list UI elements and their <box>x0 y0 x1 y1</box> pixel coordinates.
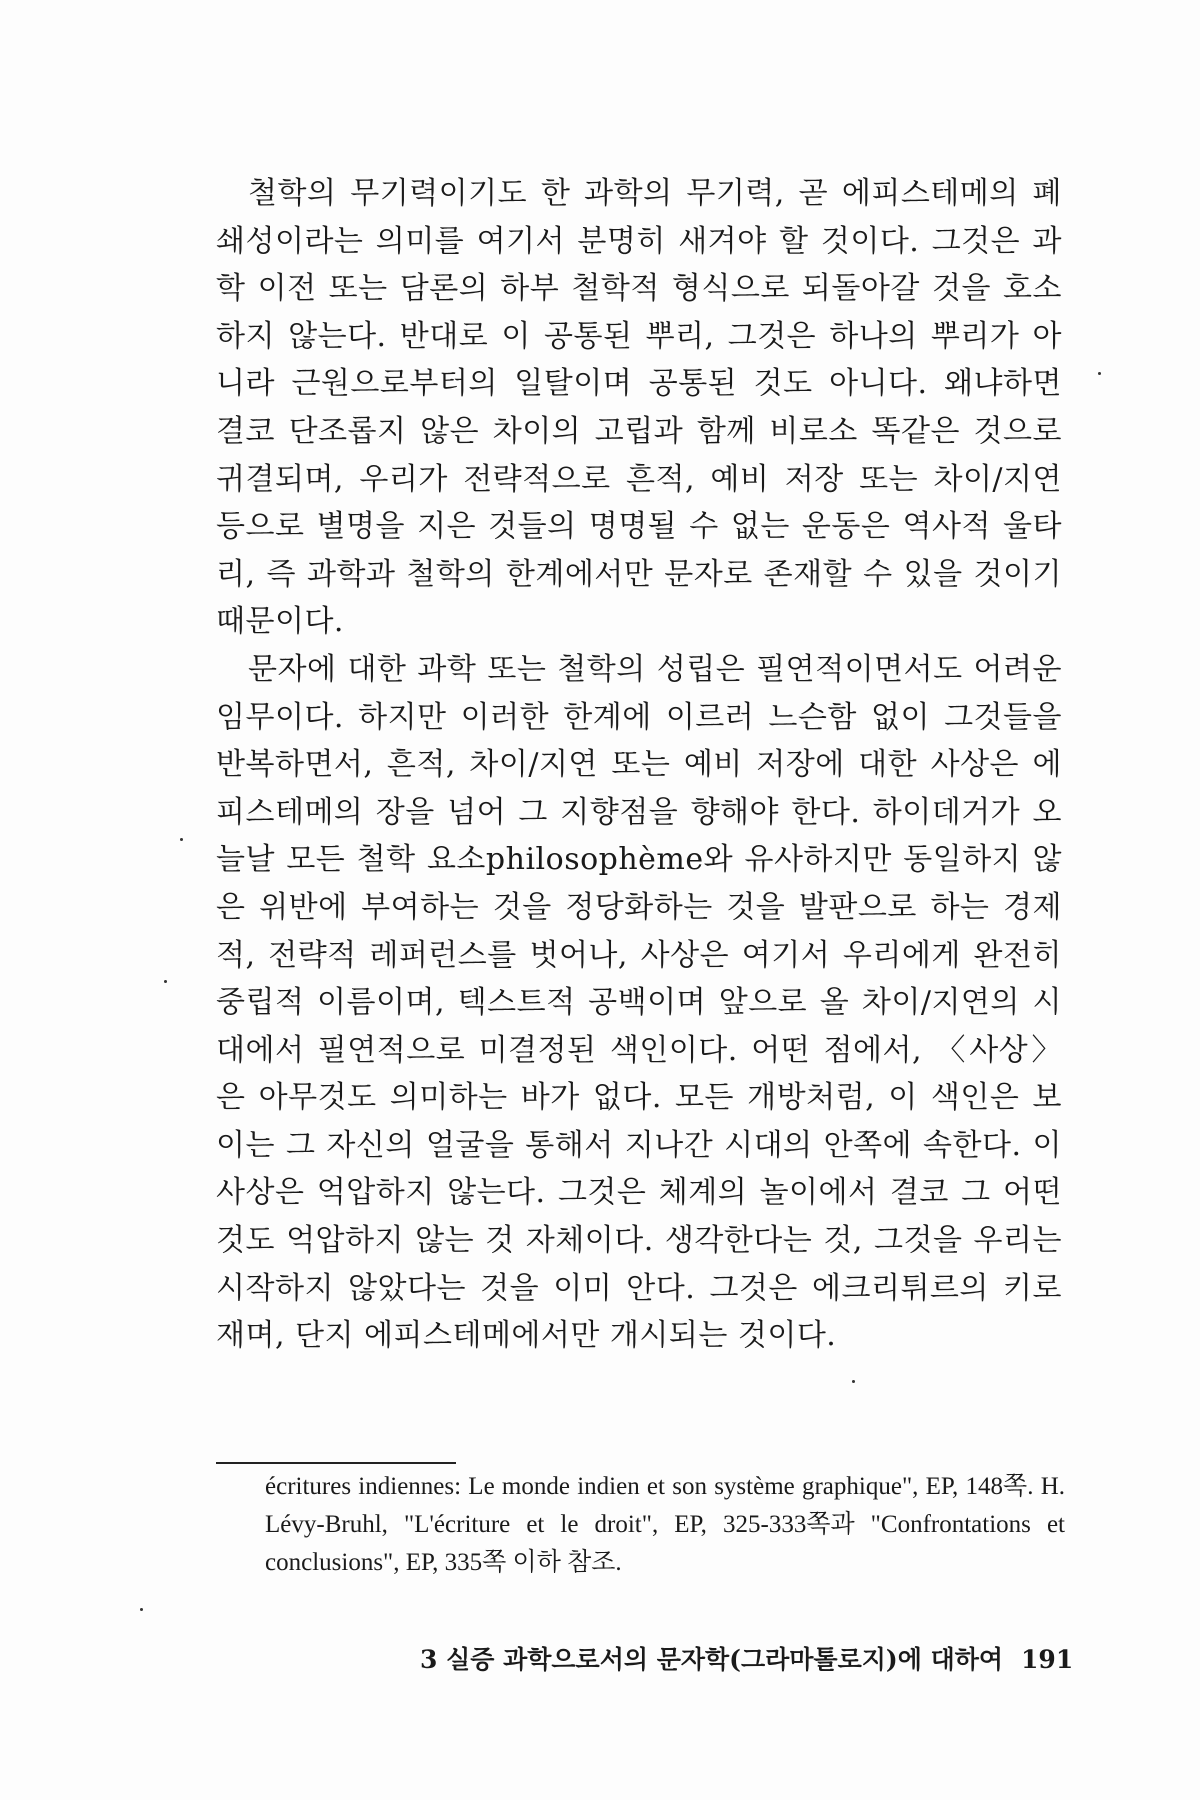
running-footer <box>420 1640 1074 1676</box>
paragraph-1: 철학의 무기력이기도 한 과학의 무기력, 곧 에피스테메의 폐쇄성이라는 의미를 여기서 분명히 새겨야 할 것이다. 그것은 과학 이전 또는 담론의 하부 철학적 형식으로 되돌아갈 것을 호소하지 않는다. 반대로 이 공통된 뿌리, 그것은 하나의 뿌리가 아니라 근원으로부터의 일탈이며 공통된 것도 아니다. 왜냐하면 결코 단조롭지 않은 차이의 고립과 함께 비로소 똑같은 것으로 귀결되며, 우리가 전략적으로 흔적, 예비 저장 또는 차이/지연 등으로 별명을 지은 것들의 명명될 수 없는 운동은 역사적 울타리, 즉 과학과 철학의 한계에서만 문자로 존재할 수 있을 것이기 때문이다. <box>216 176 1062 640</box>
scan-speck-mark <box>852 1380 855 1383</box>
paragraph-2: 문자에 대한 과학 또는 철학의 성립은 필연적이면서도 어려운 임무이다. 하지만 이러한 한계에 이르러 느슨함 없이 그것들을 반복하면서, 흔적, 차이/지연 또는 예비 저장에 대한 사상은 에피스테메의 장을 넘어 그 지향점을 향해야 한다. 하이데거가 오늘날 모든 철학 요소philosophème와 유사하지만 동일하지 않은 위반에 부여하는 것을 정당화하는 것을 발판으로 하는 경제적, 전략적 레퍼런스를 벗어나, 사상은 여기서 우리에게 완전히 중립적 이름이며, 텍스트적 공백이며 앞으로 올 차이/지연의 시대에서 필연적으로 미결정된 색인이다. 어떤 점에서, 〈사상〉은 아무것도 의미하는 바가 없다. 모든 개방처럼, 이 색인은 보이는 그 자신의 얼굴을 통해서 지나간 시대의 안쪽에 속한다. 이 사상은 억압하지 않는다. 그것은 체계의 놀이에서 결코 그 어떤 것도 억압하지 않는 것 자체이다. 생각한다는 것, 그것을 우리는 시작하지 않았다는 것을 이미 안다. 그것은 에크리튀르의 키로 재며, 단지 에피스테메에서만 개시되는 것이다. <box>216 651 1062 1354</box>
scan-speck-mark <box>164 980 167 983</box>
page-number: 191 <box>1021 1645 1074 1674</box>
scan-speck-mark <box>1098 372 1101 375</box>
scan-speck-mark <box>140 1608 143 1611</box>
scan-speck-mark <box>180 838 183 841</box>
running-title: 3 실증 과학으로서의 문자학(그라마톨로지)에 대하여 <box>420 1645 1004 1674</box>
footnote-divider <box>216 1462 456 1464</box>
main-text <box>216 170 1062 1360</box>
footnote: écritures indiennes: Le monde indien et son système graphique", EP, 148쪽. H. Lévy-Bruhl, "L'écriture et le droit", EP, 325-333쪽과 "Confrontations et conclusions", EP, 335쪽 이하 참조. <box>265 1473 1065 1576</box>
